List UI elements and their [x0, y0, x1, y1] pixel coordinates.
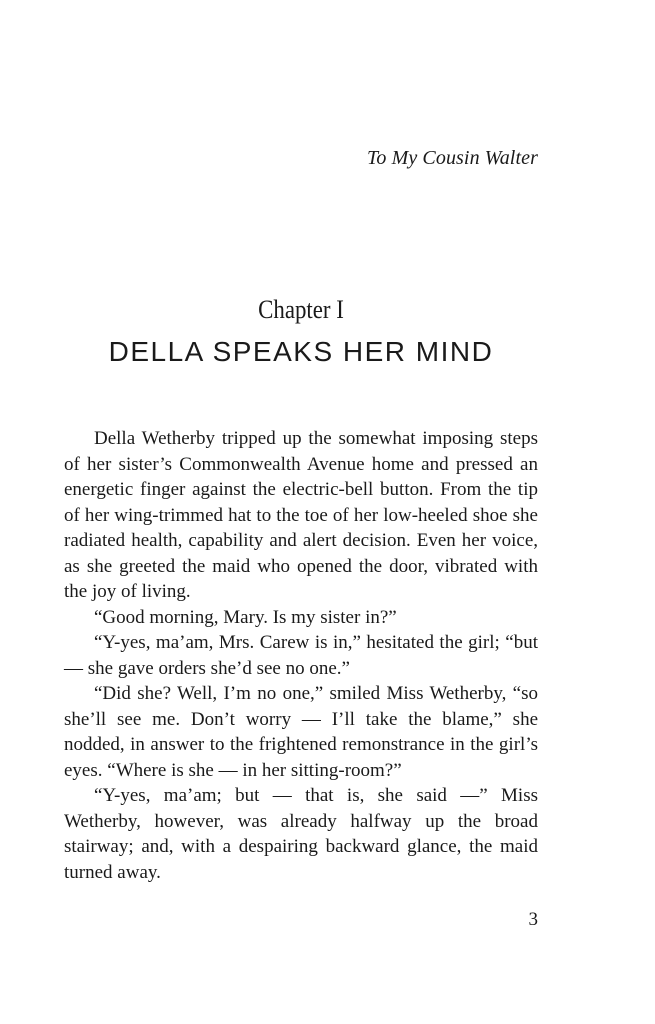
dedication: To My Cousin Walter [366, 147, 538, 169]
paragraph: “Good morning, Mary. Is my sister in?” [94, 606, 397, 628]
paragraph: “Y-yes, ma’am; but — that is, she said —” Miss Wetherby, however, was already halfway up the broad stairway; and, with a despairing backward glance, the maid turned away. [64, 785, 538, 883]
chapter-body [64, 426, 538, 885]
paragraph: “Did she? Well, I’m no one,” smiled Miss Wetherby, “so she’ll see me. Don’t worry — I’ll take the blame,” she nodded, in answer to the frightened remonstrance in the girl’s eyes. “Where is she — in her sitting-room?” [64, 683, 538, 781]
paragraph: Della Wetherby tripped up the somewhat imposing steps of her sister’s Commonwealth Avenue home and pressed an energetic finger against the electric-bell button. From the tip of her wing-trimmed hat to the toe of her low-heeled shoe she radiated health, capability and alert decision. Even her voice, as she greeted the maid who opened the door, vibrated with the joy of living. [64, 428, 538, 602]
chapter-number: Chapter I [258, 295, 344, 324]
chapter-title: DELLA SPEAKS HER MIND [108, 336, 494, 367]
page-number: 3 [528, 909, 538, 930]
paragraph: “Y-yes, ma’am, Mrs. Carew is in,” hesitated the girl; “but — she gave orders she’d see no one.” [64, 632, 538, 679]
